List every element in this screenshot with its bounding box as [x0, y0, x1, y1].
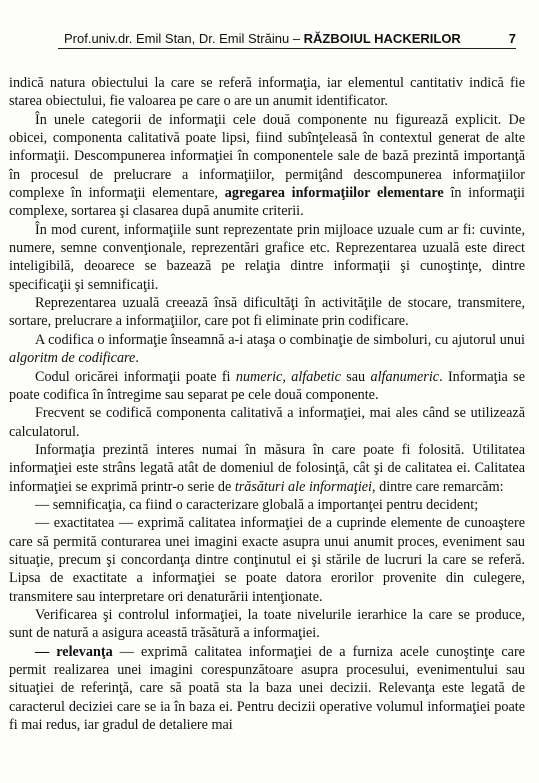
list-item-semnificatia	[9, 496, 525, 514]
italic-term-alphanumeric: alfanumeric	[370, 368, 440, 385]
bold-term: — relevanţa	[35, 643, 113, 660]
paragraph-1	[9, 74, 525, 111]
paragraph-text: — exactitatea — exprimă calitatea informaţiei de a cuprinde elemente de cunoaştere care să permită conturarea unei imagini exacte asupra unui anumit proces, eveniment sau situaţie, precum şi concordanţa dintre conţinutul ei şi stările de lucruri la care se referă. Lipsa de exactitate a informaţiei se poate datora erorilor provenite din culegere, transmitere sau interpretare ori denaturării intenţionate.	[9, 515, 525, 605]
paragraph-text: sau	[340, 368, 371, 385]
paragraph-5	[9, 331, 525, 368]
page-number: 7	[508, 31, 516, 46]
paragraph-text: Frecvent se codifică componenta calitativă a informaţiei, mai ales când se utilizează calculatorul.	[9, 405, 525, 440]
paragraph-6	[9, 368, 525, 405]
paragraph-text: În unele categorii de informaţii cele două componente nu figurează explicit. De obicei, componenta calitativă poate lipsi, fiind subînţeleasă în contextul generat de alte informaţii. Descompunerea informaţiei în componentele sale de bază prezintă importanţă în procesul de prelucrare a informaţiilor, permiţând descompunerea informaţiilor complexe în informaţii elementare,	[9, 111, 525, 202]
paragraph-text: Reprezentarea uzuală creează însă dificultăţi în activităţile de stocare, transmitere, sortare, prelucrare a informaţiilor, care pot fi eliminate prin codificare.	[9, 295, 525, 330]
paragraph-text: . Informaţia se poate codifica în întregime sau separat pe cele două componente.	[9, 368, 525, 403]
paragraph-verificarea	[9, 606, 525, 643]
paragraph-text: , dintre care remarcăm:	[372, 478, 504, 495]
paragraph-text: — exprimă calitatea informaţiei de a furniza acele cunoştinţe care permit realizarea unei imagini corespunzătoare asupra procesului, evenimentului sau situaţiei de referinţă, care să poată sta la baza unei decizii. Relevanţa este legată de caracterul deciziei care se ia în baza ei. Pentru decizii operative volumul informaţiei poate fi mai redus, iar gradul de detaliere mai	[9, 643, 525, 734]
italic-term: algoritm de codificare	[9, 350, 136, 367]
list-item-exactitatea	[9, 514, 525, 606]
paragraph-text: în informaţii complexe, sortarea şi clasarea după anumite criterii.	[9, 185, 525, 220]
paragraph-text: ,	[282, 368, 292, 385]
paragraph-text: Codul oricărei informaţii poate fi	[35, 368, 236, 385]
header-book-title: RĂZBOIUL HACKERILOR	[303, 31, 461, 46]
paragraph-text: A codifica o informaţie înseamnă a-i ataşa o combinaţie de simboluri, cu ajutorul unui	[35, 331, 525, 348]
italic-term-numeric: numeric	[235, 368, 283, 385]
paragraph-4	[9, 294, 525, 331]
paragraph-8	[9, 441, 525, 496]
list-item-relevanta	[9, 643, 525, 735]
italic-term-alphabetic: alfabetic	[291, 368, 341, 385]
paragraph-text: indică natura obiectului la care se referă informaţia, iar elementul cantitativ indică fie starea obiectului, fie valoarea pe care o are un anumit identificator.	[9, 75, 525, 110]
paragraph-text: Verificarea şi controlul informaţiei, la toate nivelurile ierarhice la care se produce, sunt de natură a asigura această trăsătură a informaţiei.	[9, 606, 525, 642]
paragraph-2	[9, 111, 525, 221]
bold-term: agregarea informaţiilor elementare	[224, 185, 444, 202]
running-header	[64, 30, 516, 48]
paragraph-3	[9, 221, 525, 294]
paragraph-text: În mod curent, informaţiile sunt reprezentate prin mijloace uzuale cum ar fi: cuvinte, numere, semne convenţionale, reprezentări grafice etc. Reprezentarea uzuală este direct inteligibilă, deoarece se bazează pe relaţia dintre informaţii şi cunoştinţe, dintre specificaţii şi semnificaţii.	[9, 221, 525, 293]
paragraph-text: — semnificaţia, ca fiind o caracterizare globală a importanţei pentru decident;	[35, 496, 479, 513]
paragraph-7	[9, 404, 525, 441]
header-authors: Prof.univ.dr. Emil Stan, Dr. Emil Străinu –	[64, 31, 304, 46]
paragraph-text: Informaţia prezintă interes numai în măsura în care poate fi folosită. Utilitatea informaţiei este strâns legată atât de domeniul de folosinţă, cât şi de calitatea ei. Calitatea informaţiei se exprimă printr-o serie de	[9, 441, 525, 495]
paragraph-text: .	[135, 350, 139, 367]
header-rule	[58, 48, 516, 49]
italic-term: trăsături ale informaţiei	[234, 478, 372, 495]
page-body	[9, 74, 525, 734]
